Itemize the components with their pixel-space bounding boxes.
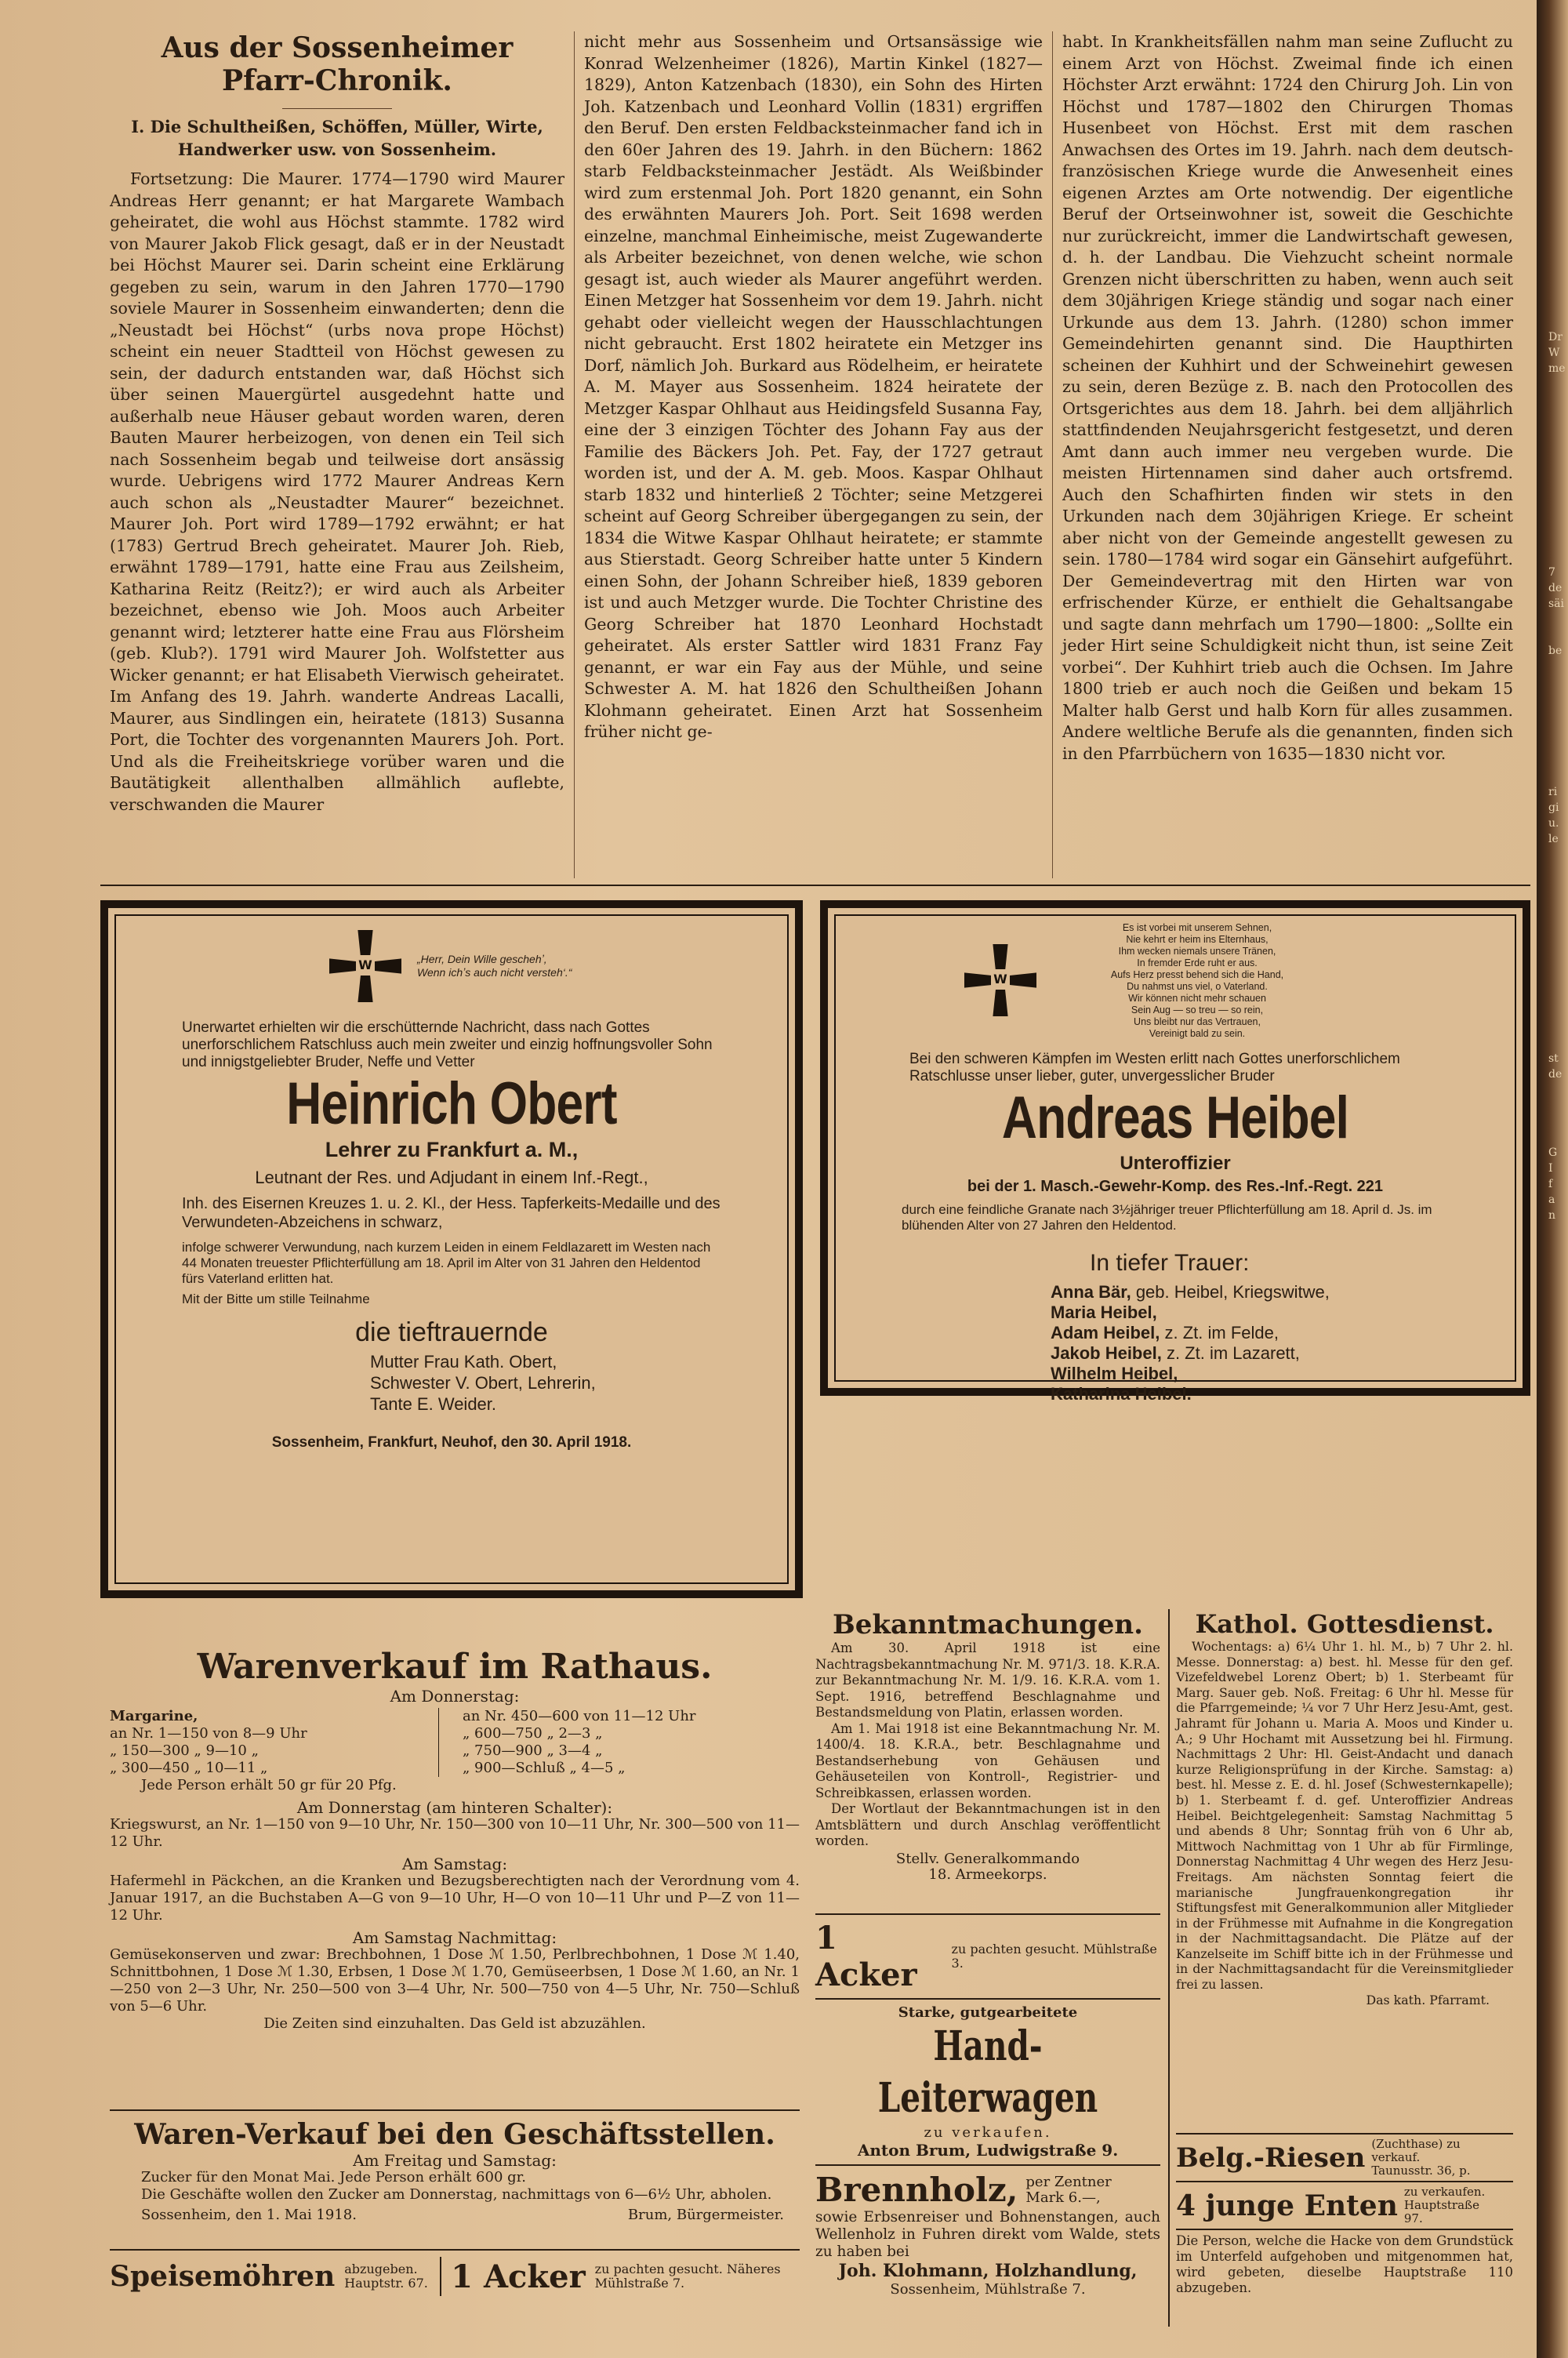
mourner: Mutter Frau Kath. Obert, (370, 1352, 557, 1372)
deceased-name: Heinrich Obert (286, 1070, 617, 1137)
ad-divider (440, 2257, 441, 2296)
notice-details: durch eine feindliche Granate nach 3½jähriger treuer Pflichterfüllung am 18. April d. Js. im blühenden Alter von 27 Jahren den Heldentod. (902, 1202, 1432, 1233)
chronik-title: Aus der Sossenheimer Pfarr-Chronik. (161, 31, 514, 97)
gottesdienst (1176, 1609, 1513, 2007)
chronik-column-1 (110, 31, 564, 817)
chronik-column-3 (1062, 31, 1513, 766)
margarine-row: an Nr. 1—150 von 8—9 Uhr (110, 1725, 307, 1742)
bekanntmachung-sig: 18. Armeekorps. (928, 1866, 1047, 1883)
deceased-honours: Inh. des Eisernen Kreuzes 1. u. 2. Kl., der Hess. Tapferkeits-Medaille und des Verwundeten-Abzeichens in schwarz, (182, 1195, 720, 1231)
death-notice-heibel (820, 900, 1530, 1404)
chronik-text: nicht mehr aus Sossenheim und Ortsansässige wie Konrad Welzenheimer (1826), Martin Kinkel (1827—1829), Anton Katzenbach (1830), ein Sohn des Hirten Joh. Katzenbach und Leonhard Vollin (1831) ergriffen den Beruf. Den ersten Feldbacksteinmacher fand ich in den 60er Jahren des 19. Jahrh. in den Büchern: 1862 starb Feldbacksteinmacher Jestädt. Als Weißbinder wird zum erstenmal Joh. Port 1820 genannt, ein Sohn des erwähnten Maurers Joh. Port. Seit 1698 werden einzelne, manchmal Einheimische, meist Zugewanderte als Arbeiter bezeichnet, von denen welche, wie schon gesagt ist, auch wieder als Maurer angeführt werden. Einen Metzger hat Sossenheim vor dem 19. Jahrh. nicht gehabt oder vielleicht wegen der Hausschlachtungen nicht gebraucht. Erst 1802 heiratete ein Metzger ins Dorf, nämlich Joh. Burkard aus Rödelheim, er heiratete A. M. Mayer aus Sossenheim. 1824 heiratete der Metzger Kaspar Ohlhaut aus Heidingsfeld Susanna Fay, eine der 3 einzigen Töchter des Johann Fay aus der Familie des Bäckers Joh. Pet. Fay, der 1727 getraut worden ist, und der A. M. geb. Moos. Kaspar Ohlhaut starb 1832 und hinterließ 2 Töchter; seine Metzgerei scheint auf Georg Schreiber übergegangen zu sein, der 1834 die Witwe Kaspar Ohlhaut heiratete; er stammte aus Stierstadt. Georg Schreiber hatte unter 5 Kindern einen Sohn, der Johann Schreiber hieß, 1839 geboren ist und auch Metzger wurde. Die Tochter Christine des Georg Schreiber hat 1870 Leonhard Hochstadt geheiratet. Als erster Sattler wird 1831 Franz Fay genannt, er war ein Fay aus der Mühle, und seine Schwester A. M. hat 1826 den Schultheißen Johann Klohmann geheiratet. Einen Arzt hat Sossenheim früher nicht ge- (584, 32, 1043, 741)
enten-ad: 4 junge Enten (1176, 2189, 1398, 2222)
mourners-heading: In tiefer Trauer: (1090, 1250, 1250, 1276)
warenverkauf-title: Warenverkauf im Rathaus. (197, 1647, 713, 1687)
section-divider (815, 1913, 1160, 1915)
day-heading: Am Donnerstag (am hinteren Schalter): (296, 1798, 613, 1817)
day-heading: Am Samstag Nachmittag: (352, 1928, 557, 1947)
mourner: Jakob Heibel, z. Zt. im Lazarett, (1051, 1343, 1300, 1363)
mourner: Anna Bär, geb. Heibel, Kriegswitwe, (1051, 1282, 1330, 1302)
leiterwagen-title: Hand-Leiterwagen (877, 2022, 1098, 2122)
ad-divider (1176, 2229, 1513, 2230)
bekanntmachungen (815, 1609, 1160, 1884)
signature: Brum, Bürgermeister. (627, 2207, 784, 2223)
chronik-text: Fortsetzung: Die Maurer. 1774—1790 wird Maurer Andreas Herr genannt; er hat Margarete Wambach geheiratet, die wohl aus Höchst stammte. 1782 wird von Maurer Jakob Flick gesagt, daß er in der Neustadt bei Höchst Maurer sei. Darin scheint eine Erklärung gegeben zu sein, warum in den Jahren 1770—1790 soviele Maurer in Sossenheim einwanderten; denn die „Neustadt bei Höchst“ (urbs nova prope Höchst) scheint ein neuer Stadtteil von Höchst gewesen zu sein, der dadurch entstanden war, daß Höchst sich über seinen Mauergürtel ausgedehnt hatte und außerhalb neue Häuser gebaut worden waren, deren Bauten Maurer herbeizogen, von denen ein Teil sich nach Sossenheim begab und teilweise dort ansässig wurde. Uebrigens wird 1772 Maurer Andreas Kern auch schon als „Neustadter Maurer“ bezeichnet. Maurer Joh. Port wird 1789—1792 erwähnt; er hat (1783) Gertrud Brech geheiratet. Maurer Joh. Rieb, erwähnt 1789—1791, hatte eine Frau aus Zeilsheim, Katharina Reitz (Reitz?); er wird auch als Arbeiter bezeichnet, ebenso wie Joh. Moos auch Arbeiter genannt wird; letzterer hatte eine Frau aus Flörsheim (geb. Klub?). 1791 wird Maurer Joh. Wolfstetter aus Wicker genannt; er hat Elisabeth Vierwisch geheiratet. Im Anfang des 19. Jahrh. wanderte Andreas Lacalli, Maurer, aus Sindlingen ein, heiratete (1813) Susanna Port, die Tochter des vorgenannten Maurers Joh. Port. Und als die Freiheitskriege vorüber waren und die Bautätigkeit allenthalben allmählich auflebte, verschwanden die Maurer (110, 169, 564, 814)
death-notice-obert (100, 900, 803, 1598)
right-small-ads (1176, 2138, 1513, 2296)
acker-ad: 1 Acker (815, 1920, 917, 1993)
bottom-small-ads (110, 2257, 800, 2296)
acker-note: zu pachten gesucht. Mühlstraße 3. (951, 1942, 1157, 1971)
divider (282, 108, 392, 109)
deceased-name: Andreas Heibel (1001, 1085, 1349, 1151)
bekanntmachung-1: Am 30. April 1918 ist eine Nachtragsbekanntmachung Nr. M. 971/3. 18. K.R.A. zur Bekanntmachung Nr. M. 1/9. 16. K.R.A. vom 1. Sept. 1916, betreffend Beschlagnahme und Bestandsmeldung von Platin, erlassen worden. (815, 1640, 1160, 1720)
margarine-table (110, 1708, 800, 1777)
hacke-notice: Die Person, welche die Hacke von dem Grundstück im Unterfeld aufgehoben und mitgenommen hat, wird gebeten, dieselbe Hauptstraße 110 abzugeben. (1176, 2233, 1513, 2295)
ad-divider (815, 2164, 1160, 2166)
kriegswurst-text: Kriegswurst, an Nr. 1—150 von 9—10 Uhr, Nr. 150—300 von 10—11 Uhr, Nr. 300—500 von 11—12 Uhr. (110, 1816, 800, 1850)
speisemoehren-ad: Speisemöhren (110, 2260, 336, 2293)
margarine-row: „ 150—300 „ 9—10 „ (110, 1742, 259, 1759)
mourner: Schwester V. Obert, Lehrerin, (370, 1373, 596, 1393)
leiterwagen-pre: Starke, gutgearbeitete (898, 2004, 1078, 2021)
leiterwagen-addr: Anton Brum, Ludwigstraße 9. (857, 2141, 1119, 2160)
mourner: Katharina Heibel. (1051, 1384, 1192, 1404)
mourner: Maria Heibel, (1051, 1303, 1157, 1322)
middle-ads (815, 1920, 1160, 2298)
gottesdienst-text: Wochentags: a) 6¼ Uhr 1. hl. M., b) 7 Uhr 2. hl. Messe. Donnerstag: a) best. hl. Messe für den gef. Vizefeldwebel Lorenz Obert; b) 1. Sterbeamt für Marg. Sauer geb. Noß. Freitag: 6 Uhr hl. Messe für die Pfarrgemeinde; ¼ vor 7 Uhr Herz Jesu-Amt, gest. Jahramt für Johann u. Maria A. Moos und Kinder u. A.; 9 Uhr Hochamt mit Aussetzung bei hl. Firmung. Nachmittags 2 Uhr: Hl. Geist-Andacht und danach kurze Religionsprüfung in der Kirche. Samstag: a) best. hl. Messe z. E. d. hl. Josef (Schwesternkapelle); b) 1. Sterbeamt f. d. gef. Unteroffizier Andreas Heibel. Beichtgelegenheit: Samstag Nachmittag 5 und abends 8 Uhr; Sonntag früh von 6 Uhr ab, Mittwoch Nachmittag von 1 Uhr ab für Firmlinge, Donnerstag Nachmittag 4 Uhr wegen des Herz Jesu-Freitags. Am nächsten Sonntag feiert die marianische Jungfrauenkongregation ihr Stiftungsfest mit Generalkommunion aller Mitglieder in der Frühmesse mit Aufnahme in die Kongregation in der Nachmittagsandacht. Die Plätze auf der Kanzelseite im Schiff bitte ich in der Frühmesse und in der Nachmittagsandacht für die Vereinsmitglieder frei zu lassen. (1176, 1639, 1513, 1993)
chronik-subtitle: I. Die Schultheißen, Schöffen, Müller, Wirte, Handwerker usw. von Sossenheim. (131, 117, 543, 159)
geschaeft-title: Waren-Verkauf bei den Geschäftsstellen. (134, 2118, 775, 2151)
margarine-row: „ 300—450 „ 10—11 „ (110, 1760, 268, 1776)
day-heading: Am Freitag und Samstag: (353, 2151, 557, 2170)
brennholz-text: sowie Erbsenreiser und Bohnenstangen, auch Wellenholz in Fuhren direkt vom Walde, stets zu haben bei (815, 2209, 1160, 2260)
iron-cross-icon: W (964, 944, 1036, 1016)
column-rule (1168, 1609, 1170, 2327)
leiterwagen-post: zu verkaufen. (924, 2124, 1052, 2141)
day-heading: Am Samstag: (401, 1855, 508, 1873)
notice-footer: Sossenheim, Frankfurt, Neuhof, den 30. April 1918. (271, 1434, 632, 1451)
margarine-row: „ 600—750 „ 2—3 „ (463, 1725, 603, 1742)
margarine-note: Jede Person erhält 50 gr für 20 Pfg. (141, 1777, 397, 1793)
adjacent-page-fragments: Dr W me 7 de säi be ri gi u. le st de G I f a n (1548, 331, 1566, 1222)
hafermehl-text: Hafermehl in Päckchen, an die Kranken und Bezugsberechtigten nach der Verordnung vom 4. Januar 1917, an die Buchstaben A—G von 9—10 Uhr, H—O von 10—11 Uhr und P—Z von 11—12 Uhr. (110, 1873, 800, 1924)
enten-note: zu verkaufen. Hauptstraße 97. (1403, 2185, 1486, 2225)
notice-poem: Es ist vorbei mit unserem Sehnen, Nie kehrt er heim ins Elternhaus, Ihm wecken niemals unsere Tränen, In fremder Erde ruht er aus. Aufs Herz presst behend sich die Hand, Du nahmst uns viel, o Vaterland. Wir können nicht mehr schauen Sein Aug — so treu — so rein, Uns bleibt nur das Vertrauen, Vereinigt bald zu sein. (1110, 922, 1284, 1039)
firm-addr: Sossenheim, Mühlstraße 7. (890, 2281, 1086, 2298)
notice-request: Mit der Bitte um stille Teilnahme (182, 1292, 370, 1306)
notice-intro: Unerwartet erhielten wir die erschütternde Nachricht, dass nach Gottes unerforschlichem Ratschluss auch mein zweiter und einzig hoffnungsvoller Sohn und innigstgeliebter Bruder, Neffe und Vetter (182, 1019, 713, 1070)
column-rule (1052, 31, 1053, 878)
mourners-list (370, 1351, 768, 1415)
margarine-row: „ 750—900 „ 3—4 „ (463, 1742, 603, 1759)
zucker-text: Zucker für den Monat Mai. Jede Person erhält 600 gr. (141, 2169, 527, 2185)
bekanntmachung-3: Der Wortlaut der Bekanntmachungen ist in den Amtsblättern und durch Anschlag veröffentlicht worden. (815, 1801, 1160, 1848)
acker-ad: 1 Acker (451, 2258, 586, 2295)
notice-quote: „Herr, Dein Wille geschehʼ, Wenn ichʼs auch nicht versteh‘.“ (417, 953, 572, 979)
brennholz-price: per Zentner Mark 6.—, (1025, 2173, 1112, 2206)
column-rule (574, 31, 575, 878)
geschaeft-note: Die Geschäfte wollen den Zucker am Donnerstag, nachmittags von 6—6½ Uhr, abholen. (141, 2186, 772, 2203)
brennholz-title: Brennholz, (815, 2171, 1018, 2209)
warenverkauf-rathaus (110, 1647, 800, 2033)
margarine-row: an Nr. 450—600 von 11—12 Uhr (463, 1708, 696, 1724)
day-heading: Am Donnerstag: (390, 1687, 520, 1706)
notice-details: infolge schwerer Verwundung, nach kurzem Leiden in einem Feldlazarett im Westen nach 44 Monaten treuester Pflichterfüllung am 18. April im Alter von 31 Jahren den Heldentod fürs Vaterland erlitten hat. (182, 1240, 711, 1286)
riesen-note: (Zuchthase) zu verkauf. Taunusstr. 36, p. (1371, 2137, 1471, 2178)
section-divider (1176, 2133, 1513, 2135)
deceased-unit: bei der 1. Masch.-Gewehr-Komp. des Res.-Inf.-Regt. 221 (967, 1178, 1384, 1195)
chronik-text: habt. In Krankheitsfällen nahm man seine Zuflucht zu einem Arzt von Höchst. Zweimal finde ich einen Höchster Arzt erwähnt: 1724 den Chirurg Joh. Lin von Höchst und 1787—1802 den Chirurgen Thomas Husenbeet von Höchst. Erst mit dem raschen Anwachsen des Ortes im 19. Jahrh. nach dem deutsch-französischen Kriege wurde die Anwesenheit eines eigenen Arztes am Orte notwendig. Der eigentliche Beruf der Ortseinwohner ist, soweit die Geschichte nur zurückreicht, immer die Landwirtschaft gewesen, d. h. der Landbau. Die Viehzucht scheint normale Grenzen nicht überschritten zu haben, wenn auch seit dem 30jährigen Kriege ständig und sogar nach einer Urkunde aus dem 13. Jahrh. (1280) schon immer Gemeindehirten genannt sind. Die Haupthirten scheinen der Kuhhirt und der Schweinehirt gewesen zu sein, deren Bezüge z. B. nach den Protocollen des Ortsgerichtes aus dem 18. Jahrh. bei dem alljährlich stattfindenden Neujahrsgericht festgesetzt, und deren Amt dann auch immer neu vergeben wurde. Die meisten Hirtennamen sind daher auch ortsfremd. Auch den Schafhirten finden wir stets in den Urkunden nach dem 30jährigen Kriege. Er scheint aber nicht von der Gemeinde angestellt gewesen zu sein. 1780—1784 wird sogar ein Gänsehirt aufgeführt. Der Gemeindevertrag mit den Hirten war von erfrischender Kürze, er enthielt die Gehaltsangabe und sagte dann mehrfach um 1790—1800: „Sollte ein jeder Hirt seine Schuldigkeit nicht thun, ist seine Zeit vorbei“. Der Kuhhirt trieb auch die Ochsen. Im Jahre 1800 trieb er auch noch die Geißen und bekam 15 Malter halb Gerst und halb Korn für alles zusammen. Andere weltliche Berufe als die genannten, finden sich in den Pfarrbüchern von 1635—1830 nicht vor. (1062, 32, 1513, 763)
gottesdienst-title: Kathol. Gottesdienst. (1195, 1609, 1494, 1639)
acker-note: zu pachten gesucht. Näheres Mühlstraße 7. (594, 2262, 781, 2291)
mourner: Tante E. Weider. (370, 1394, 497, 1414)
bekanntmachungen-title: Bekanntmachungen. (833, 1609, 1143, 1640)
deceased-rank: Unteroffizier (1120, 1153, 1231, 1174)
iron-cross-icon: W (329, 930, 401, 1002)
margarine-row: „ 900—Schluß „ 4—5 „ (463, 1760, 626, 1776)
notice-intro: Bei den schweren Kämpfen im Westen erlitt nach Gottes unerforschlichem Ratschlusse unser lieber, guter, unvergesslicher Bruder (909, 1051, 1400, 1085)
speisemoehren-note: abzugeben. Hauptstr. 67. (344, 2262, 428, 2291)
deceased-profession: Lehrer zu Frankfurt a. M., (325, 1138, 579, 1161)
margarine-label: Margarine, (110, 1708, 198, 1724)
chronik-column-2 (584, 31, 1043, 745)
warenverkauf-note: Die Zeiten sind einzuhalten. Das Geld ist abzuzählen. (263, 2015, 646, 2032)
ad-divider (815, 1998, 1160, 2000)
section-divider (100, 885, 1530, 886)
deceased-rank: Leutnant der Res. und Adjudant in einem Inf.-Regt., (255, 1168, 648, 1187)
firm-name: Joh. Klohmann, Holzhandlung, (838, 2261, 1138, 2281)
mourners-heading: die tieftrauernde (355, 1317, 548, 1347)
place-date: Sossenheim, den 1. Mai 1918. (141, 2207, 357, 2223)
gottesdienst-sig: Das kath. Pfarramt. (1366, 1992, 1490, 2007)
ad-divider (1176, 2181, 1513, 2182)
bekanntmachung-2: Am 1. Mai 1918 ist eine Bekanntmachung Nr. M. 1400/4. 18. K.R.A., betr. Beschlagnahme und Bestandserhebung von Gehäusen und Gehäuseteilen von Kontroll-, Registrier- und Schreibkassen, erlassen worden. (815, 1720, 1160, 1800)
riesen-ad: Belg.-Riesen (1176, 2142, 1366, 2174)
section-divider (110, 2249, 800, 2251)
mourner: Adam Heibel, z. Zt. im Felde, (1051, 1323, 1279, 1342)
gemuese-text: Gemüsekonserven und zwar: Brechbohnen, 1 Dose ℳ 1.50, Perlbrechbohnen, 1 Dose ℳ 1.40, Schnittbohnen, 1 Dose ℳ 1.30, Erbsen, 1 Dose ℳ 1.70, Gemüseerbsen, 1 Dose ℳ 1.60, an Nr. 1—250 von 2—3 Uhr, Nr. 250—500 von 3—4 Uhr, Nr. 500—750 von 4—5 Uhr, Nr. 750—Schluß von 5—6 Uhr. (110, 1946, 800, 2015)
mourner: Wilhelm Heibel, (1051, 1364, 1178, 1383)
section-divider (110, 2109, 800, 2111)
mourners-list (1051, 1282, 1496, 1404)
warenverkauf-geschaeftsstellen (110, 2117, 800, 2224)
bekanntmachung-sig: Stellv. Generalkommando (895, 1850, 1080, 1867)
